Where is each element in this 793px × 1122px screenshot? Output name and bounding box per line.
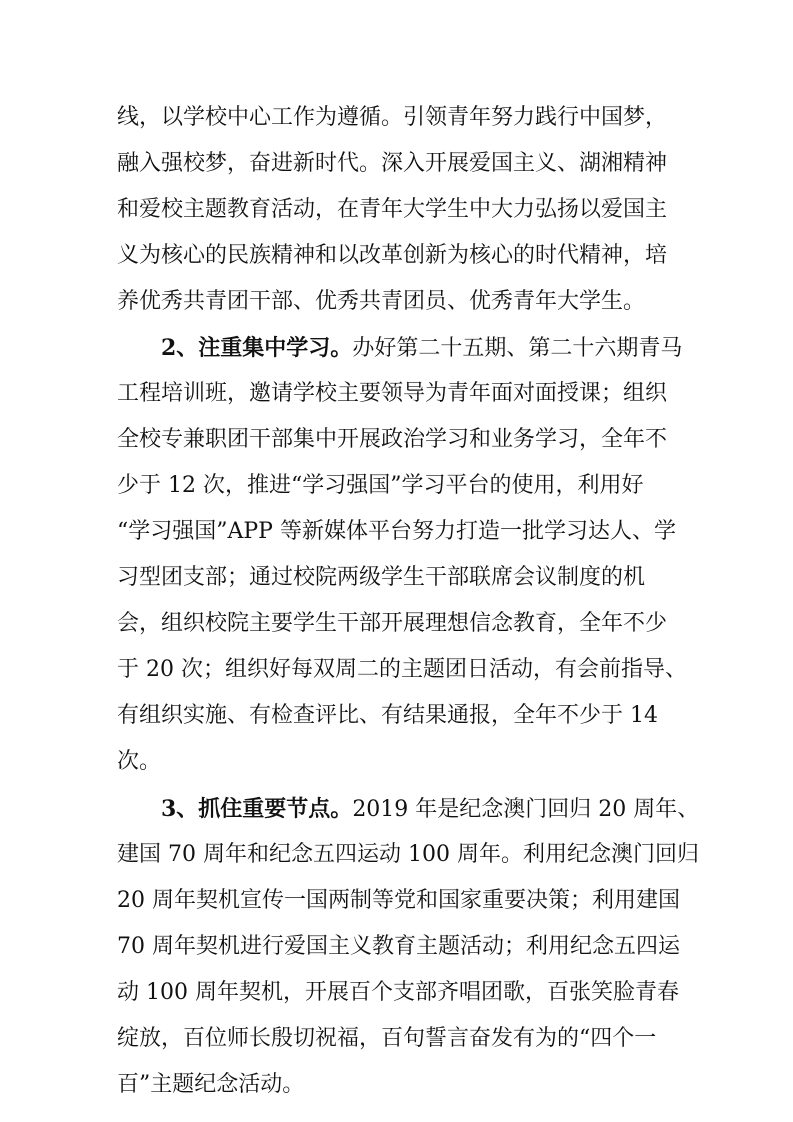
text-line: 线，以学校中心工作为遵循。引领青年努力践行中国梦， [117,105,668,130]
text-line: 工程培训班，邀请学校主要领导为青年面对面授课；组织 [117,381,668,406]
text-line: 习型团支部；通过校院两级学生干部联席会议制度的机 [117,565,646,590]
text-line: 和爱校主题教育活动，在青年大学生中大力弘扬以爱国主 [117,197,668,222]
text-line: 20 周年契机宣传一国两制等党和国家重要决策；利用建国 [117,888,680,913]
text-line: 动 100 周年契机，开展百个支部齐唱团歌，百张笑脸青春 [117,980,679,1005]
text-line: 少于 12 次，推进“学习强国”学习平台的使用，利用好 [117,473,644,498]
text-line: 百”主题纪念活动。 [117,1072,305,1097]
section-2-first-line [161,333,682,364]
text-line: 会，组织校院主要学生干部开展理想信念教育，全年不少 [117,611,668,636]
text-line: 有组织实施、有检查评比、有结果通报，全年不少于 14 [117,703,658,728]
text-line: 于 20 次；组织好每双周二的主题团日活动，有会前指导、 [117,657,687,682]
section-2-heading: 2、注重集中学习。 [161,335,353,361]
text-line: “学习强国”APP 等新媒体平台努力打造一批学习达人、学 [117,519,676,544]
text-line: 次。 [117,749,162,774]
section-3-text: 2019 年是纪念澳门回归 20 周年、 [352,797,700,822]
text-line: 绽放，百位师长殷切祝福，百句誓言奋发有为的“四个一 [117,1026,657,1051]
text-line: 70 周年契机进行爱国主义教育主题活动；利用纪念五四运 [117,934,680,959]
section-3-heading: 3、抓住重要节点。 [161,796,353,822]
text-line: 建国 70 周年和纪念五四运动 100 周年。利用纪念澳门回归 [117,842,699,867]
text-line: 养优秀共青团干部、优秀共青团员、优秀青年大学生。 [117,289,646,314]
section-3-first-line [161,794,699,825]
text-line: 融入强校梦，奋进新时代。深入开展爱国主义、湖湘精神 [117,151,668,176]
text-line: 全校专兼职团干部集中开展政治学习和业务学习，全年不 [117,427,668,452]
section-2-text: 办好第二十五期、第二十六期青马 [352,336,683,361]
text-line: 义为核心的民族精神和以改革创新为核心的时代精神，培 [117,243,668,268]
